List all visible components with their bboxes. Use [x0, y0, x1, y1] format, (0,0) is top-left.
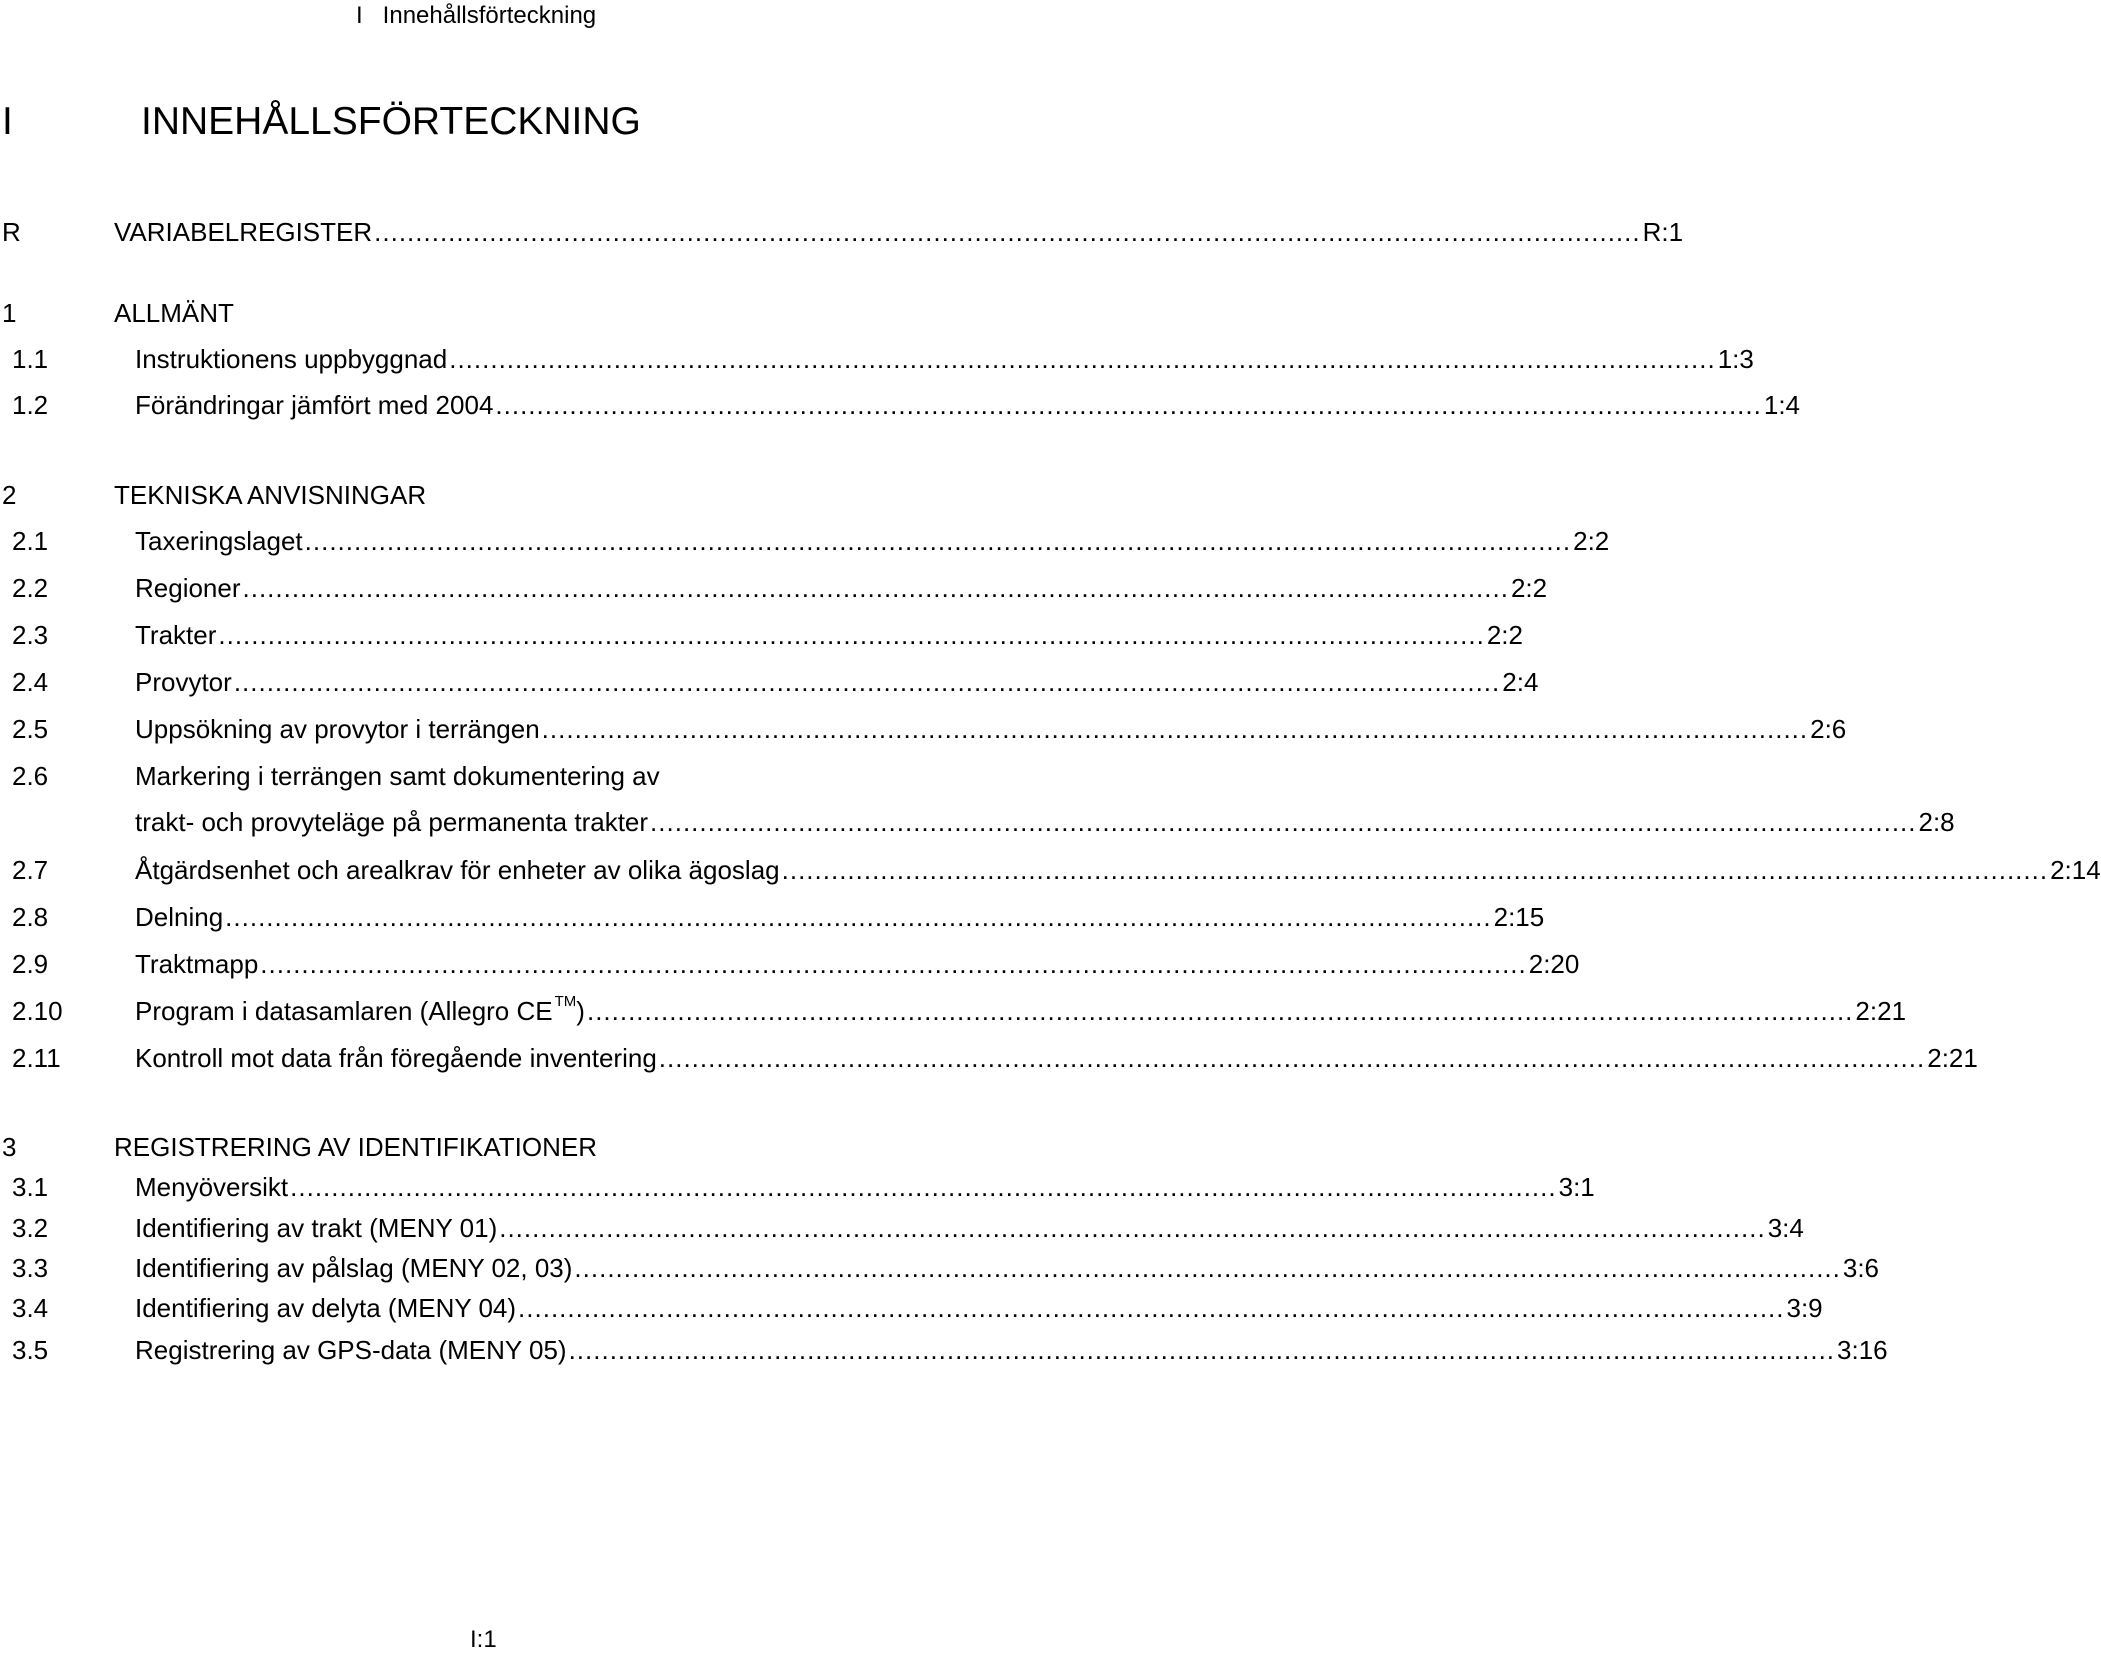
toc-entry-3-1[interactable]: [0, 1167, 1595, 1207]
dot-leader: ..........................................................................................................................................................: [586, 996, 1854, 1026]
dot-leader: ..........................................................................................................................................................: [541, 714, 1809, 744]
toc-entry-title-line2: trakt- och provyteläge på permanenta trakter: [135, 807, 649, 837]
toc-entry-number: 2.6: [12, 761, 49, 791]
toc-entry-number: 3.5: [12, 1335, 49, 1365]
toc-entry-3-3[interactable]: [0, 1248, 1880, 1288]
toc-entry-number: 2.2: [12, 573, 49, 603]
toc-entry-title-text: Program i datasamlaren (Allegro CE: [135, 996, 553, 1026]
toc-entry-title: Traktmapp: [135, 949, 259, 979]
dot-leader: ..........................................................................................................................................................: [495, 390, 1762, 420]
toc-entry-number: 1.1: [12, 344, 49, 374]
running-header: [356, 2, 596, 30]
toc-entry-page: 2:8: [1918, 807, 1955, 837]
toc-entry-title: Identifiering av pålslag (MENY 02, 03): [135, 1253, 573, 1283]
toc-entry-page: 2:6: [1810, 714, 1847, 744]
toc-entry-title: Identifiering av delyta (MENY 04): [135, 1293, 517, 1323]
toc-chapter-2[interactable]: [0, 475, 960, 515]
dot-leader: ..........................................................................................................................................................: [518, 1293, 1785, 1323]
toc-entry-page: 3:16: [1837, 1335, 1888, 1365]
toc-chapter-3[interactable]: [0, 1127, 960, 1167]
toc-entry-page: 3:6: [1842, 1253, 1880, 1283]
toc-entry-number: 3.2: [12, 1213, 49, 1243]
toc-entry-title: [135, 991, 585, 1031]
toc-chapter-title: TEKNISKA ANVISNINGAR: [114, 480, 427, 510]
toc-entry-3-2[interactable]: [0, 1208, 1804, 1248]
toc-entry-title-line1: Markering i terrängen samt dokumentering av: [135, 761, 660, 791]
toc-entry-page: 2:2: [1573, 526, 1610, 556]
toc-entry-title: Regioner: [135, 573, 241, 603]
trademark-mark: TM: [554, 993, 577, 1011]
toc-entry-page: 2:2: [1486, 620, 1523, 650]
toc-entry-title: Uppsökning av provytor i terrängen: [135, 714, 540, 744]
dot-leader: ..........................................................................................................................................................: [218, 620, 1485, 650]
toc-entry-number: 3.3: [12, 1253, 49, 1283]
toc-entry-3-5[interactable]: [0, 1330, 1888, 1370]
toc-entry-page: 3:9: [1786, 1293, 1823, 1323]
toc-entry-page: R:1: [1642, 217, 1684, 247]
toc-entry-page: 2:15: [1493, 902, 1545, 932]
toc-entry-title: Taxeringslaget: [135, 526, 303, 556]
toc-entry-1-2[interactable]: [0, 385, 1801, 425]
toc-chapter-title: ALLMÄNT: [114, 298, 234, 328]
toc-entry-2-5[interactable]: [0, 709, 1847, 749]
toc-entry-number: 1: [2, 298, 17, 328]
toc-entry-title: VARIABELREGISTER: [114, 217, 373, 247]
toc-entry-title: Registrering av GPS-data (MENY 05): [135, 1335, 567, 1365]
toc-entry-2-6-continued[interactable]: [0, 802, 1955, 842]
toc-entry-title: Förändringar jämfört med 2004: [135, 390, 494, 420]
toc-entry-title: Instruktionens uppbyggnad: [135, 344, 448, 374]
toc-entry-2-10[interactable]: [0, 991, 1907, 1031]
dot-leader: ..........................................................................................................................................................: [650, 807, 1917, 837]
toc-entry-2-11[interactable]: [0, 1038, 1978, 1078]
toc-entry-number: 2.7: [12, 855, 49, 885]
toc-entry-number: 3.1: [12, 1172, 49, 1202]
toc-chapter-1[interactable]: [0, 293, 960, 333]
dot-leader: ..........................................................................................................................................................: [233, 667, 1501, 697]
toc-entry-number: 2.10: [12, 996, 63, 1026]
toc-entry-title: Trakter: [135, 620, 217, 650]
dot-leader: ..........................................................................................................................................................: [290, 1172, 1557, 1202]
dot-leader: ..........................................................................................................................................................: [225, 902, 1492, 932]
toc-entry-number: 2.1: [12, 526, 49, 556]
toc-entry-title: Identifiering av trakt (MENY 01): [135, 1213, 498, 1243]
toc-entry-2-3[interactable]: [0, 615, 1523, 655]
toc-entry-number: 2.5: [12, 714, 49, 744]
toc-entry-2-6[interactable]: [0, 756, 960, 796]
toc-entry-number: 3: [2, 1132, 17, 1162]
dot-leader: ..........................................................................................................................................................: [374, 217, 1641, 247]
toc-entry-2-4[interactable]: [0, 662, 1539, 702]
dot-leader: ..........................................................................................................................................................: [304, 526, 1572, 556]
toc-entry-title: Delning: [135, 902, 224, 932]
toc-entry-2-8[interactable]: [0, 897, 1545, 937]
dot-leader: ..........................................................................................................................................................: [449, 344, 1716, 374]
toc-entry-title: Provytor: [135, 667, 232, 697]
toc-entry-page: 2:21: [1927, 1043, 1978, 1073]
toc-entry-2-7[interactable]: [0, 850, 2101, 890]
toc-entry-title: Åtgärdsenhet och arealkrav för enheter av olika ägoslag: [135, 855, 780, 885]
toc-chapter-title: REGISTRERING AV IDENTIFIKATIONER: [114, 1132, 597, 1162]
toc-entry-page: 3:4: [1767, 1213, 1804, 1243]
toc-entry-number: 1.2: [12, 390, 49, 420]
toc-entry-number: R: [2, 217, 21, 247]
dot-leader: ..........................................................................................................................................................: [574, 1253, 1841, 1283]
dot-leader: ..........................................................................................................................................................: [499, 1213, 1766, 1243]
toc-entry-2-9[interactable]: [0, 944, 1580, 984]
dot-leader: ..........................................................................................................................................................: [242, 573, 1509, 603]
header-section-number: I: [356, 2, 363, 29]
toc-entry-variabelregister[interactable]: [0, 212, 1684, 252]
toc-entry-page: 2:2: [1510, 573, 1548, 603]
toc-entry-number: 3.4: [12, 1293, 49, 1323]
toc-entry-2-2[interactable]: [0, 568, 1548, 608]
toc-entry-page: 2:21: [1855, 996, 1907, 1026]
toc-entry-number: 2.3: [12, 620, 49, 650]
header-section-title: Innehållsförteckning: [382, 2, 597, 29]
toc-entry-2-1[interactable]: [0, 521, 1610, 561]
page-title-number: I: [2, 100, 13, 143]
dot-leader: ..........................................................................................................................................................: [781, 855, 2049, 885]
toc-entry-page: 2:14: [2050, 855, 2101, 885]
toc-entry-title-end: ): [576, 996, 585, 1026]
toc-entry-number: 2.4: [12, 667, 49, 697]
toc-entry-page: 2:20: [1528, 949, 1580, 979]
toc-entry-page: 1:3: [1717, 344, 1754, 374]
page-number: I:1: [470, 1626, 497, 1653]
toc-entry-number: 2.8: [12, 902, 49, 932]
toc-entry-number: 2: [2, 480, 17, 510]
toc-entry-number: 2.11: [12, 1043, 61, 1073]
toc-entry-3-4[interactable]: [0, 1288, 1823, 1328]
toc-entry-title: Menyöversikt: [135, 1172, 289, 1202]
toc-entry-page: 2:4: [1502, 667, 1539, 697]
page-title-text: INNEHÅLLSFÖRTECKNING: [141, 100, 641, 143]
dot-leader: ..........................................................................................................................................................: [568, 1335, 1836, 1365]
toc-entry-1-1[interactable]: [0, 339, 1754, 379]
toc-entry-number: 2.9: [12, 949, 49, 979]
dot-leader: ..........................................................................................................................................................: [260, 949, 1527, 979]
toc-entry-title: Kontroll mot data från föregående inventering: [135, 1043, 657, 1073]
dot-leader: ..........................................................................................................................................................: [658, 1043, 1926, 1073]
toc-entry-page: 3:1: [1558, 1172, 1595, 1202]
toc-entry-page: 1:4: [1763, 390, 1801, 420]
